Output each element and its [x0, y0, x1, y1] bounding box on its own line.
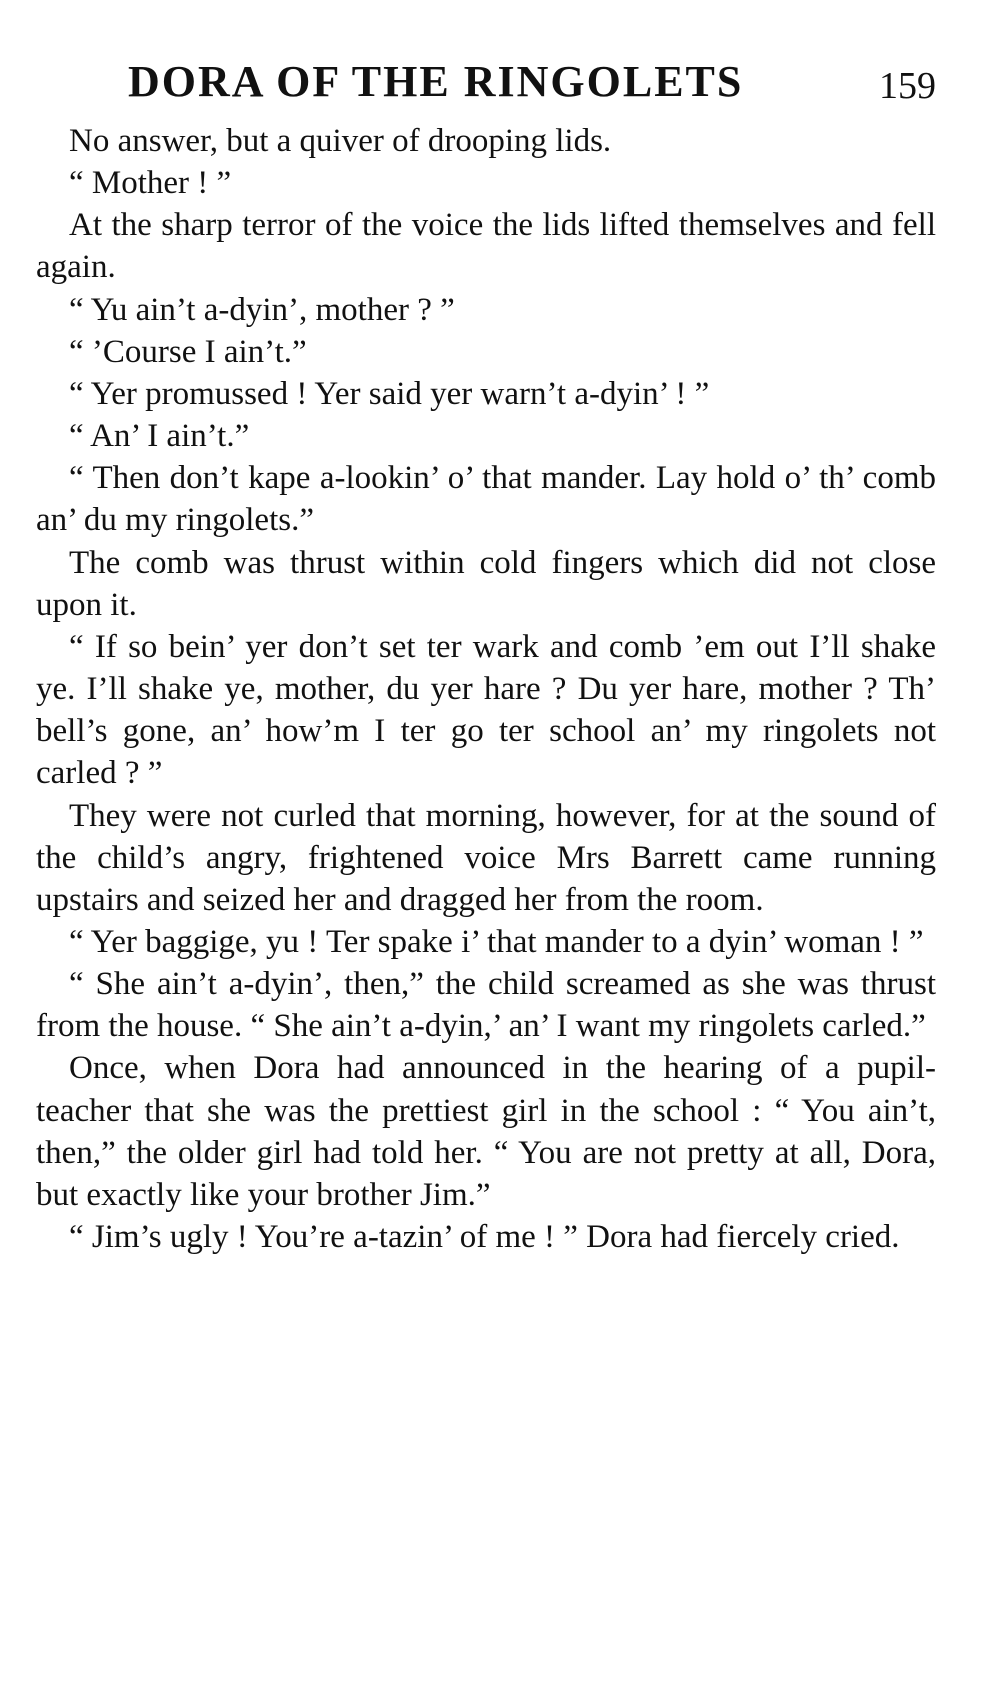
paragraph: “ If so bein’ yer don’t set ter wark and comb ’em out I’ll shake ye. I’ll shake ye, mother, du yer hare ? Du yer hare, mother ? Th’ bell’s gone, an’ how’m I ter go ter school an’ my ringolets not carled ? ” [36, 628, 936, 792]
paragraph: Once, when Dora had announced in the hearing of a pupil-teacher that she was the prettiest girl in the school : “ You ain’t, then,” the older girl had told her. “ You are not pretty at all, Dora, but exactly like your brother Jim.” [36, 1050, 936, 1213]
paragraph: “ Mother ! ” [69, 165, 232, 202]
page-number: 159 [879, 65, 936, 107]
paragraph: “ Yu ain’t a-dyin’, mother ? ” [69, 291, 455, 328]
paragraph: They were not curled that morning, however, for at the sound of the child’s angry, frightened voice Mrs Barrett came running upstairs and seized her and dragged her from the room. [36, 797, 936, 918]
paragraph: “ Yer promussed ! Yer said yer warn’t a-dyin’ ! ” [69, 375, 710, 412]
book-page [36, 50, 936, 1258]
paragraph: The comb was thrust within cold fingers which did not close upon it. [36, 544, 936, 623]
paragraph: “ An’ I ain’t.” [69, 418, 250, 455]
paragraph: No answer, but a quiver of drooping lids. [69, 123, 612, 159]
paragraph: “ Yer baggige, yu ! Ter spake i’ that mander to a dyin’ woman ! ” [69, 923, 924, 960]
paragraph: “ ’Course I ain’t.” [69, 333, 307, 370]
page-header [36, 50, 936, 114]
body-text [36, 120, 936, 1258]
running-title: DORA OF THE RINGOLETS [128, 57, 744, 106]
paragraph: “ Then don’t kape a-lookin’ o’ that mander. Lay hold o’ th’ comb an’ du my ringolets.” [36, 460, 936, 539]
paragraph: “ Jim’s ugly ! You’re a-tazin’ of me ! ” Dora had fiercely cried. [69, 1219, 900, 1256]
paragraph: At the sharp terror of the voice the lids lifted themselves and fell again. [36, 207, 936, 286]
paragraph: “ She ain’t a-dyin’, then,” the child screamed as she was thrust from the house. “ She ain’t a-dyin,’ an’ I want my ringolets carled.” [36, 966, 936, 1045]
